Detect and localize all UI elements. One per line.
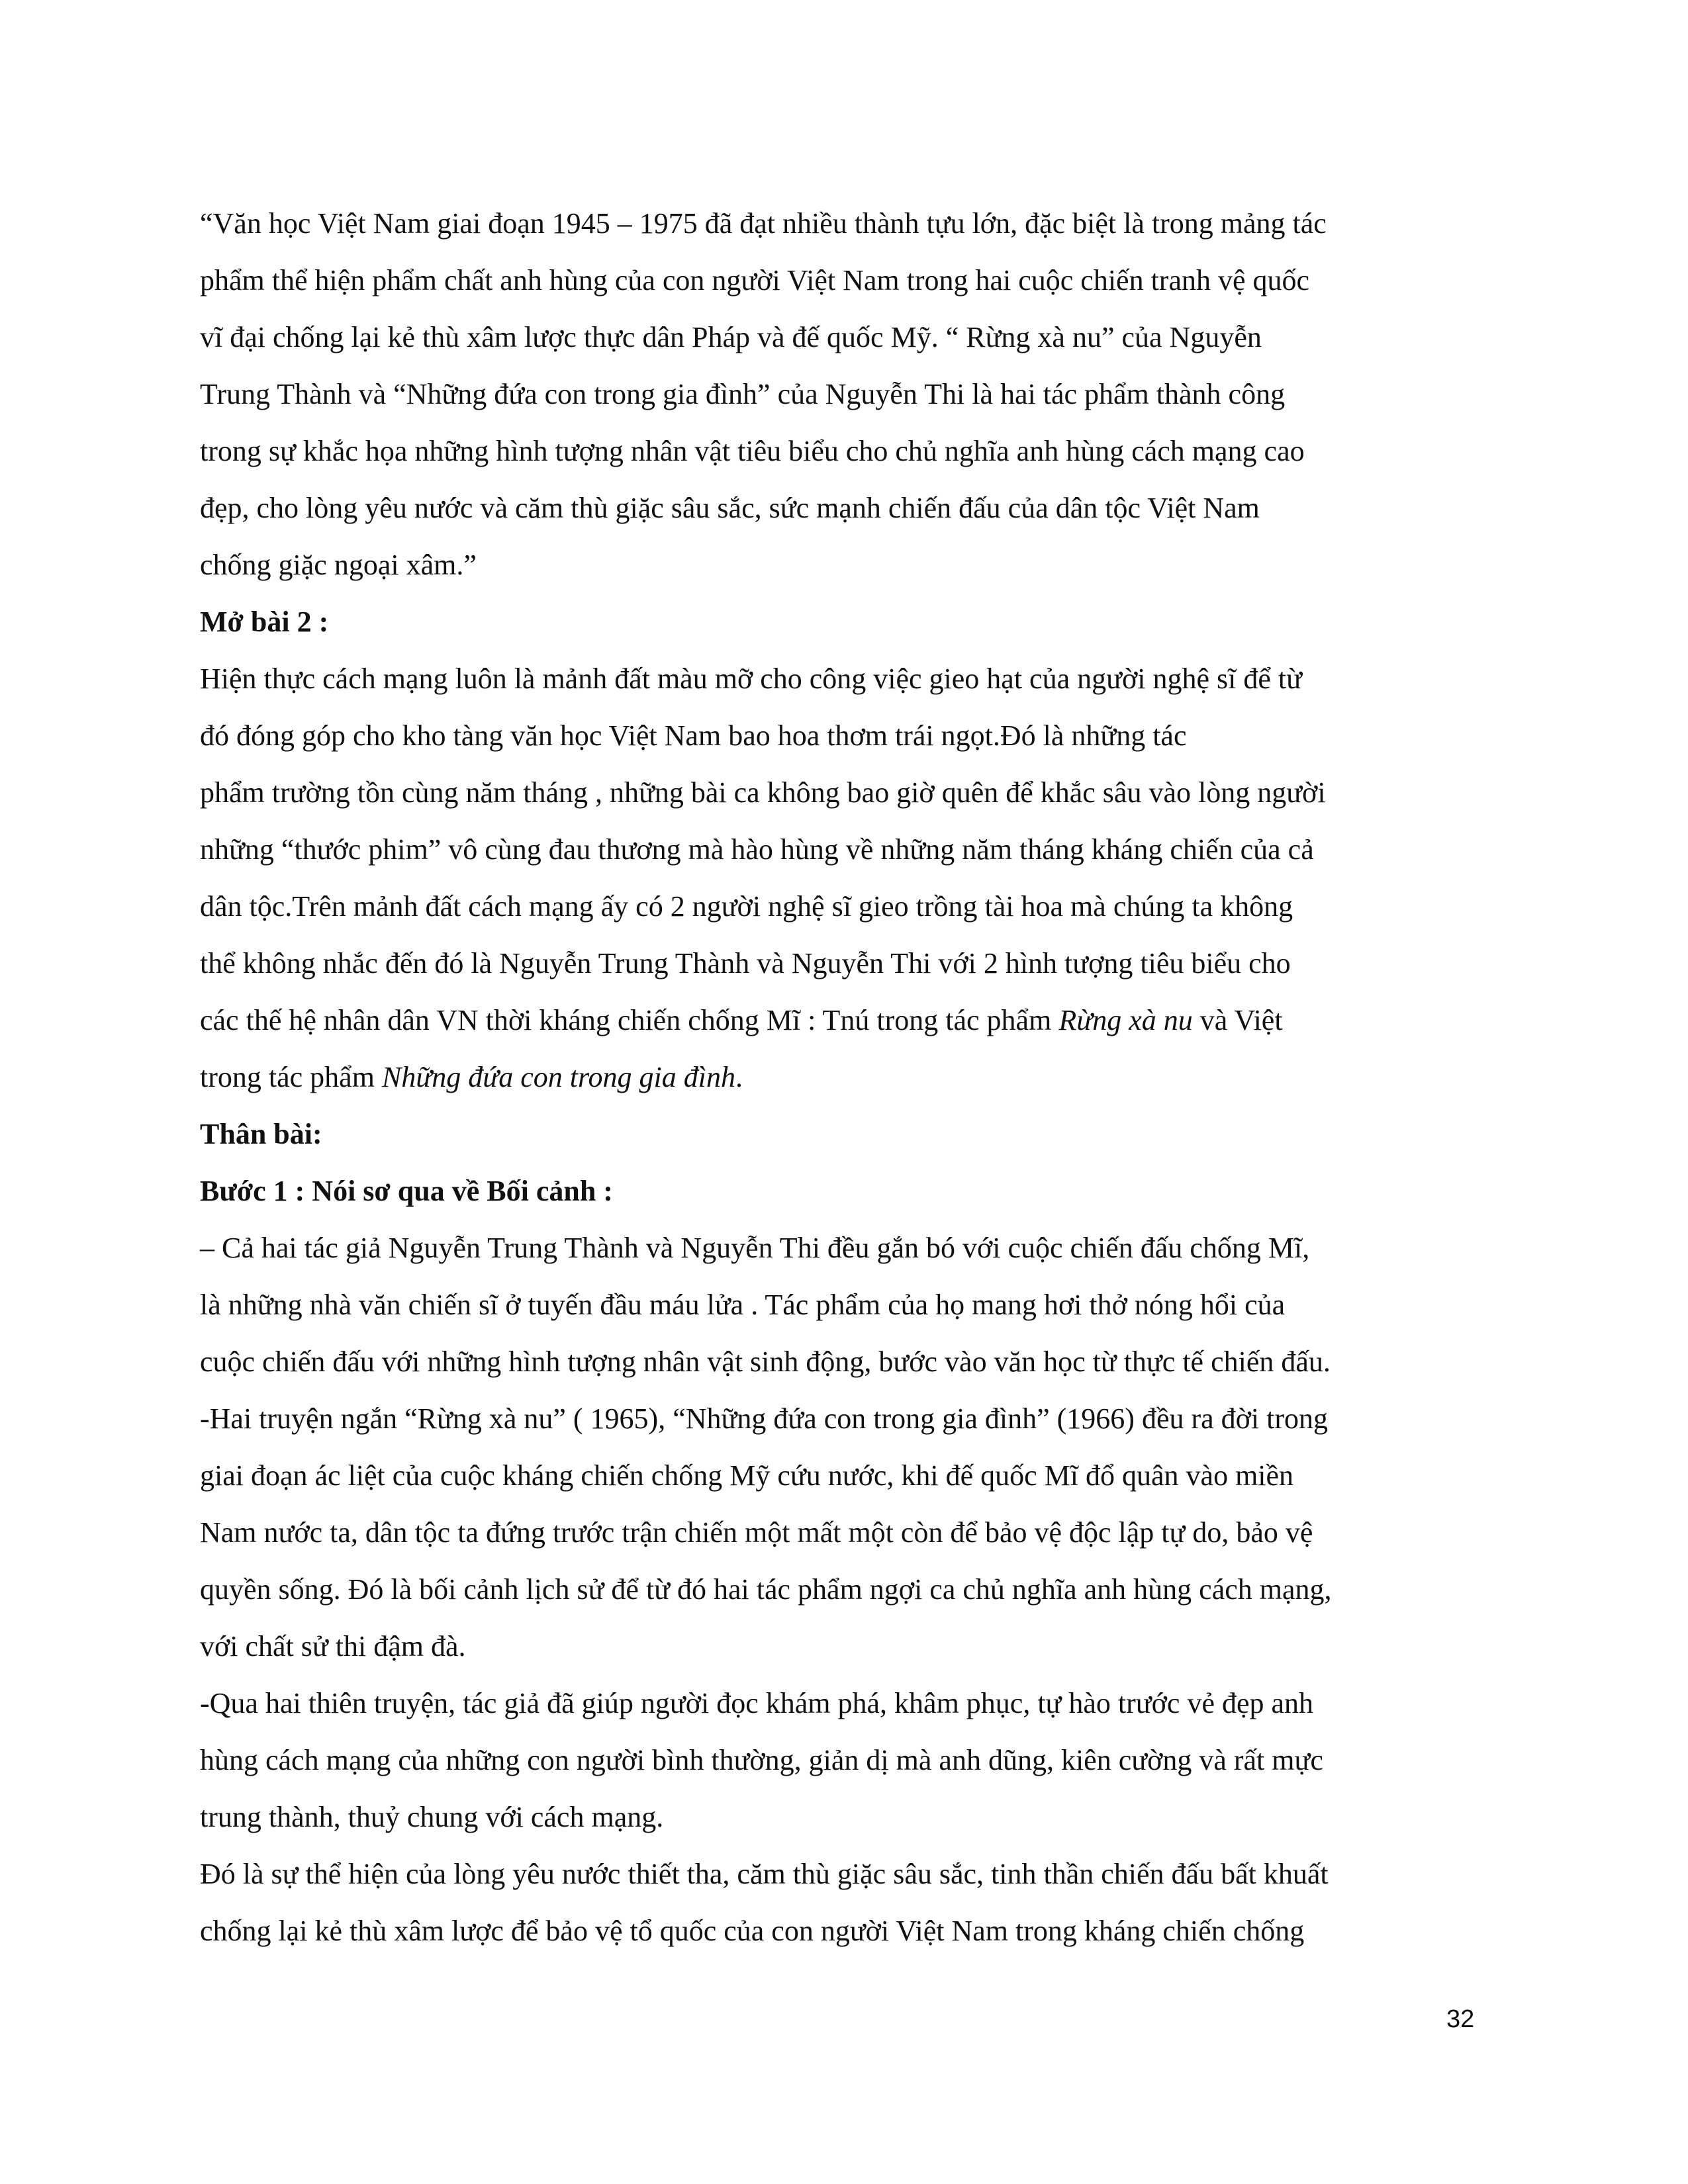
text-line [200,992,1497,1049]
text-line: giai đoạn ác liệt của cuộc kháng chiến chống Mỹ cứu nước, khi đế quốc Mĩ đổ quân vào miền [200,1459,1294,1492]
heading-than-bai: Thân bài: [200,1118,322,1150]
text-line: “Văn học Việt Nam giai đoạn 1945 – 1975 đã đạt nhiều thành tựu lớn, đặc biệt là trong mảng tác [200,207,1327,240]
book-title-nhung-dua-con: Những đứa con trong gia đình [381,1061,735,1093]
text-line: cuộc chiến đấu với những hình tượng nhân vật sinh động, bước vào văn học từ thực tế chiến đấu. [200,1345,1331,1378]
text-line: vĩ đại chống lại kẻ thù xâm lược thực dân Pháp và đế quốc Mỹ. “ Rừng xà nu” của Nguyễn [200,321,1262,353]
paragraph-mo-bai-2 [200,651,1497,1106]
heading-buoc-1: Bước 1 : Nói sơ qua về Bối cảnh : [200,1175,613,1207]
text-line: phẩm thể hiện phẩm chất anh hùng của con người Việt Nam trong hai cuộc chiến tranh vệ quốc [200,264,1310,296]
paragraph-intro-quote [200,195,1497,594]
paragraph-boi-canh [200,1220,1497,1960]
text-line: Hiện thực cách mạng luôn là mảnh đất màu mỡ cho công việc gieo hạt của người nghệ sĩ để từ [200,662,1302,695]
text-line [200,1049,1497,1106]
text-line: -Hai truyện ngắn “Rừng xà nu” ( 1965), “Những đứa con trong gia đình” (1966) đều ra đời trong [200,1402,1329,1435]
text-line: quyền sống. Đó là bối cảnh lịch sử để từ đó hai tác phẩm ngợi ca chủ nghĩa anh hùng cách mạng, [200,1573,1332,1606]
text-segment: trong tác phẩm [200,1061,382,1093]
text-line: Nam nước ta, dân tộc ta đứng trước trận chiến một mất một còn để bảo vệ độc lập tự do, bảo vệ [200,1516,1313,1549]
text-line: – Cả hai tác giả Nguyễn Trung Thành và Nguyễn Thi đều gắn bó với cuộc chiến đấu chống Mĩ, [200,1232,1310,1264]
book-title-rung-xa-nu: Rừng xà nu [1058,1004,1193,1036]
text-line: -Qua hai thiên truyện, tác giả đã giúp người đọc khám phá, khâm phục, tự hào trước vẻ đẹp anh [200,1687,1314,1719]
text-line: thể không nhắc đến đó là Nguyễn Trung Thành và Nguyễn Thi với 2 hình tượng tiêu biểu cho [200,947,1291,979]
text-line: đẹp, cho lòng yêu nước và căm thù giặc sâu sắc, sức mạnh chiến đấu của dân tộc Việt Nam [200,492,1260,524]
text-line: trung thành, thuỷ chung với cách mạng. [200,1801,664,1833]
text-line: trong sự khắc họa những hình tượng nhân vật tiêu biểu cho chủ nghĩa anh hùng cách mạng cao [200,435,1305,467]
text-line: đó đóng góp cho kho tàng văn học Việt Nam bao hoa thơm trái ngọt.Đó là những tác [200,719,1187,752]
text-line: với chất sử thi đậm đà. [200,1630,466,1662]
heading-mo-bai-2: Mở bài 2 : [200,606,329,638]
text-line: chống lại kẻ thù xâm lược để bảo vệ tổ quốc của con người Việt Nam trong kháng chiến chống [200,1915,1305,1947]
text-line: chống giặc ngoại xâm.” [200,549,477,581]
text-line: Trung Thành và “Những đứa con trong gia đình” của Nguyễn Thi là hai tác phẩm thành công [200,378,1286,410]
text-line: những “thước phim” vô cùng đau thương mà hào hùng về những năm tháng kháng chiến của cả [200,833,1314,866]
text-line: Đó là sự thể hiện của lòng yêu nước thiết tha, căm thù giặc sâu sắc, tinh thần chiến đấu bất khuất [200,1858,1329,1890]
text-line: phẩm trường tồn cùng năm tháng , những bài ca không bao giờ quên để khắc sâu vào lòng người [200,776,1326,809]
text-line: là những nhà văn chiến sĩ ở tuyến đầu máu lửa . Tác phẩm của họ mang hơi thở nóng hổi của [200,1289,1286,1321]
text-segment: . [735,1061,743,1093]
text-segment: và Việt [1192,1004,1283,1036]
page-number: 32 [1446,2005,1475,2033]
text-line: hùng cách mạng của những con người bình thường, giản dị mà anh dũng, kiên cường và rất mực [200,1744,1323,1776]
page-content [200,195,1497,1960]
text-segment: các thế hệ nhân dân VN thời kháng chiến chống Mĩ : Tnú trong tác phẩm [200,1004,1059,1036]
text-line: dân tộc.Trên mảnh đất cách mạng ấy có 2 người nghệ sĩ gieo trồng tài hoa mà chúng ta không [200,890,1293,923]
